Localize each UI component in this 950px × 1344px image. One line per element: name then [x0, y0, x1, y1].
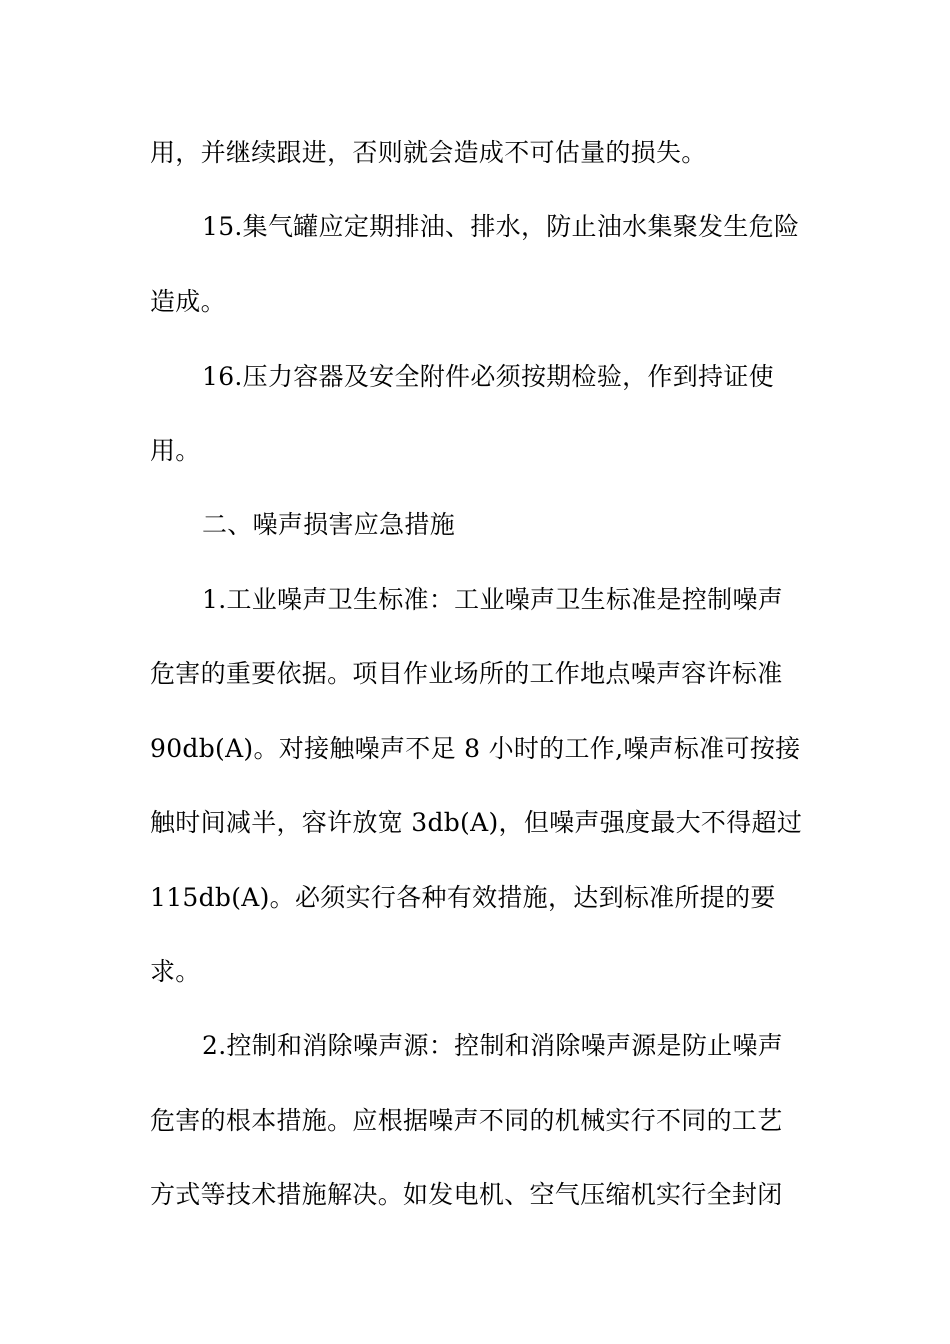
item-1-text: 1.工业噪声卫生标准：工业噪声卫生标准是控制噪声: [202, 585, 784, 614]
text-line: 求。: [150, 957, 201, 986]
text-line: 用，并继续跟进，否则就会造成不可估量的损失。: [150, 138, 707, 167]
text-line: 危害的重要依据。项目作业场所的工作地点噪声容许标准: [150, 659, 783, 688]
item-16-text: 16.压力容器及安全附件必须按期检验，作到持证使: [202, 362, 774, 391]
text-line: 造成。: [150, 287, 226, 316]
item-2-text: 2.控制和消除噪声源：控制和消除噪声源是防止噪声: [202, 1031, 784, 1060]
text-line: 用。: [150, 436, 201, 465]
text-line: 115db(A)。必须实行各种有效措施，达到标准所提的要: [150, 883, 776, 912]
section-heading: 二、噪声损害应急措施: [202, 510, 456, 539]
text-line: 方式等技术措施解决。如发电机、空气压缩机实行全封闭: [150, 1180, 783, 1209]
text-line: 90db(A)。对接触噪声不足 8 小时的工作,噪声标准可按接: [150, 734, 801, 763]
item-15-text: 15.集气罐应定期排油、排水，防止油水集聚发生危险: [202, 212, 800, 241]
text-line: 危害的根本措施。应根据噪声不同的机械实行不同的工艺: [150, 1106, 783, 1135]
text-line: 触时间减半，容许放宽 3db(A)，但噪声强度最大不得超过: [150, 808, 803, 837]
